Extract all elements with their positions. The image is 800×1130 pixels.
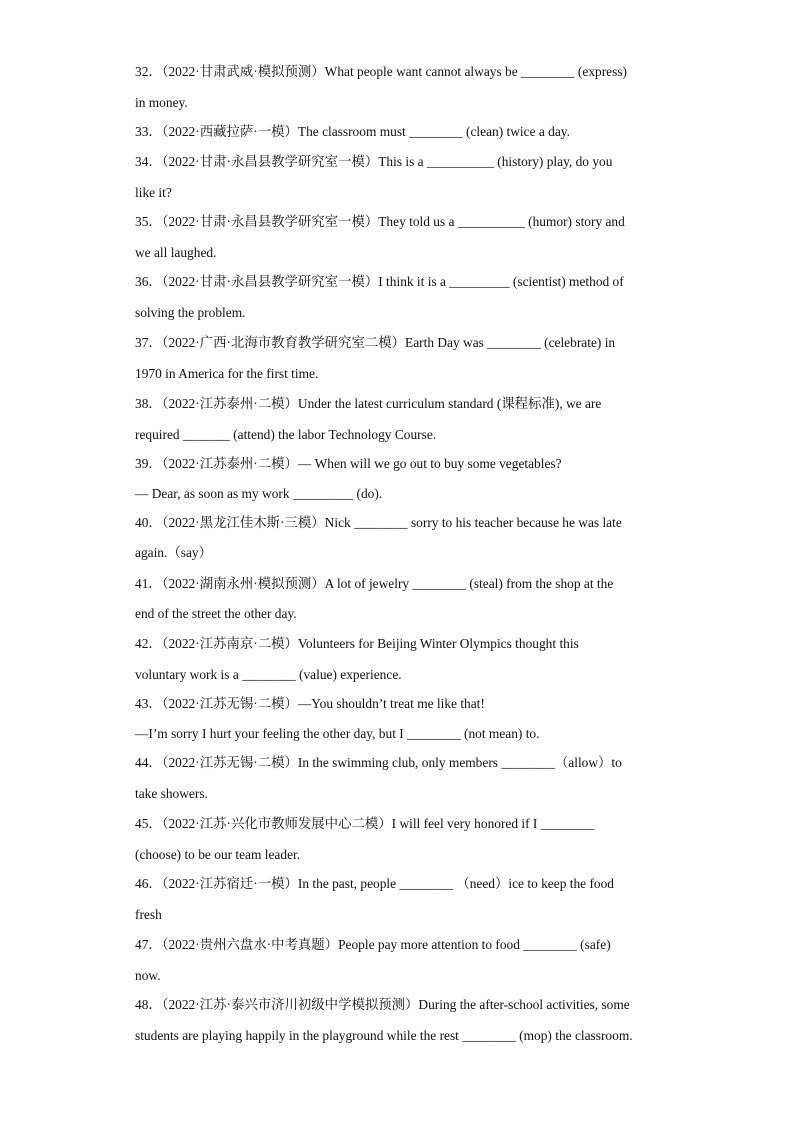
question-33-line-1: 33．（2022·西藏拉萨·一模）The classroom must ________ (clean) twice a day. (135, 124, 570, 139)
question-46-line-1: 46．（2022·江苏宿迁·一模）In the past, people ________ （need）ice to keep the food (135, 876, 614, 891)
question-45-line-2: (choose) to be our team leader. (135, 847, 301, 862)
question-46-line-2: fresh (135, 907, 162, 922)
question-41-line-1: 41．（2022·湖南永州·模拟预测）A lot of jewelry ________ (steal) from the shop at the (135, 576, 614, 591)
question-44-line-1: 44．（2022·江苏无锡·二模）In the swimming club, only members ________（allow）to (135, 755, 622, 770)
question-38-line-1: 38．（2022·江苏泰州·二模）Under the latest curriculum standard (课程标准), we are (135, 396, 602, 411)
question-45-line-1: 45．（2022·江苏·兴化市教师发展中心二模）I will feel very honored if I ________ (135, 816, 595, 831)
question-39-line-1: 39．（2022·江苏泰州·二模）— When will we go out to buy some vegetables? (135, 456, 562, 471)
question-43-line-2: —I’m sorry I hurt your feeling the other day, but I ________ (not mean) to. (135, 726, 540, 741)
question-41-line-2: end of the street the other day. (135, 606, 297, 621)
question-40-line-1: 40．（2022·黑龙江佳木斯·三模）Nick ________ sorry to his teacher because he was late (135, 515, 622, 530)
question-35-line-2: we all laughed. (135, 245, 217, 260)
question-47-line-2: now. (135, 968, 161, 983)
question-37-line-1: 37．（2022·广西·北海市教育教学研究室二模）Earth Day was ________ (celebrate) in (135, 335, 616, 350)
question-39-line-2: — Dear, as soon as my work _________ (do). (135, 486, 383, 501)
question-36-line-2: solving the problem. (135, 305, 246, 320)
question-40-line-2: again.（say） (135, 545, 212, 560)
question-37-line-2: 1970 in America for the first time. (135, 366, 319, 381)
question-36-line-1: 36．（2022·甘肃·永昌县教学研究室一模）I think it is a _________ (scientist) method of (135, 274, 624, 289)
question-32-line-1: 32．（2022·甘肃武威·模拟预测）What people want cannot always be ________ (express) (135, 64, 627, 79)
question-43-line-1: 43．（2022·江苏无锡·二模）—You shouldn’t treat me like that! (135, 696, 485, 711)
question-48-line-1: 48．（2022·江苏·泰兴市济川初级中学模拟预测）During the after-school activities, some (135, 997, 630, 1012)
question-42-line-2: voluntary work is a ________ (value) experience. (135, 667, 402, 682)
question-38-line-2: required _______ (attend) the labor Technology Course. (135, 427, 437, 442)
question-47-line-1: 47．（2022·贵州六盘水·中考真题）People pay more attention to food ________ (safe) (135, 937, 611, 952)
question-34-line-1: 34．（2022·甘肃·永昌县教学研究室一模）This is a __________ (history) play, do you (135, 154, 613, 169)
question-48-line-2: students are playing happily in the playground while the rest ________ (mop) the classroom. (135, 1028, 633, 1043)
question-34-line-2: like it? (135, 185, 172, 200)
question-35-line-1: 35．（2022·甘肃·永昌县教学研究室一模）They told us a __________ (humor) story and (135, 214, 625, 229)
question-32-line-2: in money. (135, 95, 188, 110)
question-42-line-1: 42．（2022·江苏南京·二模）Volunteers for Beijing Winter Olympics thought this (135, 636, 579, 651)
question-44-line-2: take showers. (135, 786, 208, 801)
